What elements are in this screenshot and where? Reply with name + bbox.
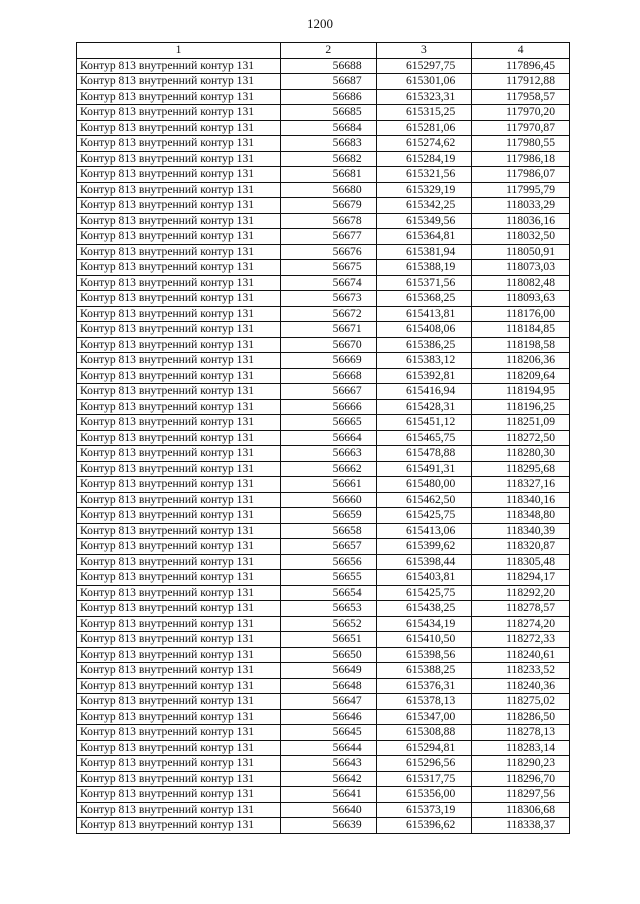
table-row: [77, 399, 570, 415]
x-coordinate-cell: 615451,12: [376, 415, 472, 431]
contour-name-cell: Контур 813 внутренний контур 131: [77, 740, 281, 756]
table-row: [77, 89, 570, 105]
y-coordinate-cell: 118050,91: [472, 244, 570, 260]
y-coordinate-cell: 118093,63: [472, 291, 570, 307]
x-coordinate-cell: 615329,19: [376, 182, 472, 198]
table-row: [77, 322, 570, 338]
point-number-cell: 56651: [281, 632, 377, 648]
contour-name-cell: Контур 813 внутренний контур 131: [77, 461, 281, 477]
point-number-cell: 56672: [281, 306, 377, 322]
contour-name-cell: Контур 813 внутренний контур 131: [77, 291, 281, 307]
table-row: [77, 430, 570, 446]
y-coordinate-cell: 118198,58: [472, 337, 570, 353]
table-row: [77, 461, 570, 477]
contour-name-cell: Контур 813 внутренний контур 131: [77, 601, 281, 617]
y-coordinate-cell: 117970,20: [472, 105, 570, 121]
x-coordinate-cell: 615462,50: [376, 492, 472, 508]
table-row: [77, 570, 570, 586]
y-coordinate-cell: 118176,00: [472, 306, 570, 322]
x-coordinate-cell: 615386,25: [376, 337, 472, 353]
table-row: [77, 725, 570, 741]
table-row: [77, 616, 570, 632]
table-row: [77, 74, 570, 90]
point-number-cell: 56650: [281, 647, 377, 663]
contour-name-cell: Контур 813 внутренний контур 131: [77, 89, 281, 105]
point-number-cell: 56663: [281, 446, 377, 462]
point-number-cell: 56686: [281, 89, 377, 105]
contour-name-cell: Контур 813 внутренний контур 131: [77, 275, 281, 291]
point-number-cell: 56639: [281, 818, 377, 834]
y-coordinate-cell: 118233,52: [472, 663, 570, 679]
point-number-cell: 56685: [281, 105, 377, 121]
contour-name-cell: Контур 813 внутренний контур 131: [77, 198, 281, 214]
y-coordinate-cell: 118338,37: [472, 818, 570, 834]
column-header-3: 3: [376, 43, 472, 59]
x-coordinate-cell: 615410,50: [376, 632, 472, 648]
contour-name-cell: Контур 813 внутренний контур 131: [77, 384, 281, 400]
x-coordinate-cell: 615403,81: [376, 570, 472, 586]
x-coordinate-cell: 615364,81: [376, 229, 472, 245]
contour-name-cell: Контур 813 внутренний контур 131: [77, 306, 281, 322]
y-coordinate-cell: 118033,29: [472, 198, 570, 214]
y-coordinate-cell: 117986,18: [472, 151, 570, 167]
table-row: [77, 198, 570, 214]
point-number-cell: 56644: [281, 740, 377, 756]
y-coordinate-cell: 118286,50: [472, 709, 570, 725]
x-coordinate-cell: 615308,88: [376, 725, 472, 741]
contour-name-cell: Контур 813 внутренний контур 131: [77, 399, 281, 415]
table-row: [77, 740, 570, 756]
table-row: [77, 384, 570, 400]
y-coordinate-cell: 118296,70: [472, 771, 570, 787]
point-number-cell: 56661: [281, 477, 377, 493]
y-coordinate-cell: 118295,68: [472, 461, 570, 477]
y-coordinate-cell: 118032,50: [472, 229, 570, 245]
y-coordinate-cell: 118073,03: [472, 260, 570, 276]
point-number-cell: 56654: [281, 585, 377, 601]
point-number-cell: 56674: [281, 275, 377, 291]
x-coordinate-cell: 615376,31: [376, 678, 472, 694]
contour-name-cell: Контур 813 внутренний контур 131: [77, 492, 281, 508]
table-row: [77, 508, 570, 524]
x-coordinate-cell: 615381,94: [376, 244, 472, 260]
contour-name-cell: Контур 813 внутренний контур 131: [77, 337, 281, 353]
y-coordinate-cell: 118306,68: [472, 802, 570, 818]
y-coordinate-cell: 118340,39: [472, 523, 570, 539]
x-coordinate-cell: 615425,75: [376, 585, 472, 601]
table-row: [77, 275, 570, 291]
contour-name-cell: Контур 813 внутренний контур 131: [77, 446, 281, 462]
y-coordinate-cell: 118305,48: [472, 554, 570, 570]
x-coordinate-cell: 615294,81: [376, 740, 472, 756]
table-row: [77, 167, 570, 183]
table-row: [77, 601, 570, 617]
y-coordinate-cell: 118272,33: [472, 632, 570, 648]
point-number-cell: 56682: [281, 151, 377, 167]
point-number-cell: 56659: [281, 508, 377, 524]
contour-name-cell: Контур 813 внутренний контур 131: [77, 508, 281, 524]
contour-name-cell: Контур 813 внутренний контур 131: [77, 213, 281, 229]
contour-name-cell: Контур 813 внутренний контур 131: [77, 818, 281, 834]
y-coordinate-cell: 118272,50: [472, 430, 570, 446]
header-row: [77, 43, 570, 59]
point-number-cell: 56680: [281, 182, 377, 198]
contour-name-cell: Контур 813 внутренний контур 131: [77, 368, 281, 384]
y-coordinate-cell: 117995,79: [472, 182, 570, 198]
x-coordinate-cell: 615323,31: [376, 89, 472, 105]
contour-name-cell: Контур 813 внутренний контур 131: [77, 353, 281, 369]
table-row: [77, 492, 570, 508]
table-row: [77, 58, 570, 74]
x-coordinate-cell: 615321,56: [376, 167, 472, 183]
x-coordinate-cell: 615408,06: [376, 322, 472, 338]
y-coordinate-cell: 118036,16: [472, 213, 570, 229]
y-coordinate-cell: 118209,64: [472, 368, 570, 384]
x-coordinate-cell: 615480,00: [376, 477, 472, 493]
y-coordinate-cell: 118206,36: [472, 353, 570, 369]
contour-name-cell: Контур 813 внутренний контур 131: [77, 523, 281, 539]
contour-name-cell: Контур 813 внутренний контур 131: [77, 74, 281, 90]
x-coordinate-cell: 615392,81: [376, 368, 472, 384]
point-number-cell: 56666: [281, 399, 377, 415]
point-number-cell: 56683: [281, 136, 377, 152]
contour-name-cell: Контур 813 внутренний контур 131: [77, 725, 281, 741]
contour-name-cell: Контур 813 внутренний контур 131: [77, 229, 281, 245]
x-coordinate-cell: 615349,56: [376, 213, 472, 229]
point-number-cell: 56656: [281, 554, 377, 570]
table-row: [77, 477, 570, 493]
point-number-cell: 56649: [281, 663, 377, 679]
x-coordinate-cell: 615378,13: [376, 694, 472, 710]
y-coordinate-cell: 118290,23: [472, 756, 570, 772]
table-row: [77, 446, 570, 462]
x-coordinate-cell: 615398,44: [376, 554, 472, 570]
point-number-cell: 56678: [281, 213, 377, 229]
point-number-cell: 56662: [281, 461, 377, 477]
point-number-cell: 56673: [281, 291, 377, 307]
point-number-cell: 56640: [281, 802, 377, 818]
y-coordinate-cell: 118348,80: [472, 508, 570, 524]
x-coordinate-cell: 615399,62: [376, 539, 472, 555]
table-row: [77, 585, 570, 601]
contour-name-cell: Контур 813 внутренний контур 131: [77, 771, 281, 787]
table-row: [77, 709, 570, 725]
x-coordinate-cell: 615368,25: [376, 291, 472, 307]
contour-name-cell: Контур 813 внутренний контур 131: [77, 244, 281, 260]
x-coordinate-cell: 615356,00: [376, 787, 472, 803]
table-row: [77, 647, 570, 663]
table-row: [77, 306, 570, 322]
x-coordinate-cell: 615438,25: [376, 601, 472, 617]
y-coordinate-cell: 118251,09: [472, 415, 570, 431]
column-header-1: 1: [77, 43, 281, 59]
point-number-cell: 56687: [281, 74, 377, 90]
contour-name-cell: Контур 813 внутренний контур 131: [77, 105, 281, 121]
x-coordinate-cell: 615425,75: [376, 508, 472, 524]
point-number-cell: 56668: [281, 368, 377, 384]
table-row: [77, 151, 570, 167]
table-row: [77, 368, 570, 384]
table-row: [77, 632, 570, 648]
x-coordinate-cell: 615413,06: [376, 523, 472, 539]
x-coordinate-cell: 615413,81: [376, 306, 472, 322]
table-row: [77, 756, 570, 772]
x-coordinate-cell: 615396,62: [376, 818, 472, 834]
x-coordinate-cell: 615388,19: [376, 260, 472, 276]
contour-name-cell: Контур 813 внутренний контур 131: [77, 58, 281, 74]
x-coordinate-cell: 615274,62: [376, 136, 472, 152]
contour-name-cell: Контур 813 внутренний контур 131: [77, 322, 281, 338]
table-header: [77, 43, 570, 59]
y-coordinate-cell: 118278,57: [472, 601, 570, 617]
table-row: [77, 818, 570, 834]
y-coordinate-cell: 118340,16: [472, 492, 570, 508]
x-coordinate-cell: 615428,31: [376, 399, 472, 415]
contour-name-cell: Контур 813 внутренний контур 131: [77, 477, 281, 493]
y-coordinate-cell: 118294,17: [472, 570, 570, 586]
x-coordinate-cell: 615301,06: [376, 74, 472, 90]
y-coordinate-cell: 118082,48: [472, 275, 570, 291]
point-number-cell: 56645: [281, 725, 377, 741]
table-row: [77, 105, 570, 121]
table-row: [77, 120, 570, 136]
contour-name-cell: Контур 813 внутренний контур 131: [77, 756, 281, 772]
contour-name-cell: Контур 813 внутренний контур 131: [77, 570, 281, 586]
column-header-2: 2: [281, 43, 377, 59]
x-coordinate-cell: 615465,75: [376, 430, 472, 446]
y-coordinate-cell: 117986,07: [472, 167, 570, 183]
table-row: [77, 213, 570, 229]
table-row: [77, 694, 570, 710]
point-number-cell: 56653: [281, 601, 377, 617]
contour-name-cell: Контур 813 внутренний контур 131: [77, 136, 281, 152]
x-coordinate-cell: 615434,19: [376, 616, 472, 632]
y-coordinate-cell: 117912,88: [472, 74, 570, 90]
contour-name-cell: Контур 813 внутренний контур 131: [77, 585, 281, 601]
y-coordinate-cell: 118320,87: [472, 539, 570, 555]
point-number-cell: 56667: [281, 384, 377, 400]
x-coordinate-cell: 615371,56: [376, 275, 472, 291]
point-number-cell: 56679: [281, 198, 377, 214]
table-row: [77, 539, 570, 555]
column-header-4: 4: [472, 43, 570, 59]
point-number-cell: 56642: [281, 771, 377, 787]
y-coordinate-cell: 118240,36: [472, 678, 570, 694]
x-coordinate-cell: 615478,88: [376, 446, 472, 462]
y-coordinate-cell: 118280,30: [472, 446, 570, 462]
contour-name-cell: Контур 813 внутренний контур 131: [77, 616, 281, 632]
contour-name-cell: Контур 813 внутренний контур 131: [77, 554, 281, 570]
x-coordinate-cell: 615388,25: [376, 663, 472, 679]
point-number-cell: 56658: [281, 523, 377, 539]
contour-name-cell: Контур 813 внутренний контур 131: [77, 120, 281, 136]
x-coordinate-cell: 615284,19: [376, 151, 472, 167]
contour-name-cell: Контур 813 внутренний контур 131: [77, 167, 281, 183]
x-coordinate-cell: 615296,56: [376, 756, 472, 772]
table-row: [77, 260, 570, 276]
y-coordinate-cell: 118278,13: [472, 725, 570, 741]
table-row: [77, 291, 570, 307]
point-number-cell: 56675: [281, 260, 377, 276]
y-coordinate-cell: 118275,02: [472, 694, 570, 710]
x-coordinate-cell: 615491,31: [376, 461, 472, 477]
x-coordinate-cell: 615373,19: [376, 802, 472, 818]
point-number-cell: 56664: [281, 430, 377, 446]
point-number-cell: 56676: [281, 244, 377, 260]
contour-name-cell: Контур 813 внутренний контур 131: [77, 415, 281, 431]
point-number-cell: 56652: [281, 616, 377, 632]
point-number-cell: 56643: [281, 756, 377, 772]
y-coordinate-cell: 118297,56: [472, 787, 570, 803]
y-coordinate-cell: 118196,25: [472, 399, 570, 415]
page-number: 1200: [307, 16, 333, 31]
table-row: [77, 136, 570, 152]
point-number-cell: 56660: [281, 492, 377, 508]
contour-name-cell: Контур 813 внутренний контур 131: [77, 151, 281, 167]
point-number-cell: 56646: [281, 709, 377, 725]
y-coordinate-cell: 118283,14: [472, 740, 570, 756]
contour-name-cell: Контур 813 внутренний контур 131: [77, 260, 281, 276]
contour-name-cell: Контур 813 внутренний контур 131: [77, 430, 281, 446]
contour-name-cell: Контур 813 внутренний контур 131: [77, 694, 281, 710]
table-row: [77, 182, 570, 198]
contour-name-cell: Контур 813 внутренний контур 131: [77, 632, 281, 648]
contour-name-cell: Контур 813 внутренний контур 131: [77, 787, 281, 803]
point-number-cell: 56671: [281, 322, 377, 338]
table-row: [77, 523, 570, 539]
contour-name-cell: Контур 813 внутренний контур 131: [77, 709, 281, 725]
contour-name-cell: Контур 813 внутренний контур 131: [77, 802, 281, 818]
contour-name-cell: Контур 813 внутренний контур 131: [77, 539, 281, 555]
contour-name-cell: Контур 813 внутренний контур 131: [77, 678, 281, 694]
y-coordinate-cell: 118327,16: [472, 477, 570, 493]
y-coordinate-cell: 117970,87: [472, 120, 570, 136]
point-number-cell: 56681: [281, 167, 377, 183]
y-coordinate-cell: 118184,85: [472, 322, 570, 338]
y-coordinate-cell: 118240,61: [472, 647, 570, 663]
point-number-cell: 56647: [281, 694, 377, 710]
table-row: [77, 554, 570, 570]
point-number-cell: 56670: [281, 337, 377, 353]
point-number-cell: 56669: [281, 353, 377, 369]
y-coordinate-cell: 117958,57: [472, 89, 570, 105]
table-row: [77, 678, 570, 694]
table-row: [77, 244, 570, 260]
table-row: [77, 663, 570, 679]
contour-name-cell: Контур 813 внутренний контур 131: [77, 663, 281, 679]
x-coordinate-cell: 615297,75: [376, 58, 472, 74]
x-coordinate-cell: 615317,75: [376, 771, 472, 787]
y-coordinate-cell: 118292,20: [472, 585, 570, 601]
x-coordinate-cell: 615342,25: [376, 198, 472, 214]
table-row: [77, 229, 570, 245]
table-row: [77, 415, 570, 431]
table-row: [77, 802, 570, 818]
point-number-cell: 56665: [281, 415, 377, 431]
contour-name-cell: Контур 813 внутренний контур 131: [77, 182, 281, 198]
y-coordinate-cell: 118274,20: [472, 616, 570, 632]
y-coordinate-cell: 117896,45: [472, 58, 570, 74]
point-number-cell: 56688: [281, 58, 377, 74]
contour-name-cell: Контур 813 внутренний контур 131: [77, 647, 281, 663]
table-body: [77, 58, 570, 833]
point-number-cell: 56641: [281, 787, 377, 803]
table-row: [77, 337, 570, 353]
x-coordinate-cell: 615398,56: [376, 647, 472, 663]
x-coordinate-cell: 615347,00: [376, 709, 472, 725]
x-coordinate-cell: 615383,12: [376, 353, 472, 369]
table-row: [77, 787, 570, 803]
y-coordinate-cell: 118194,95: [472, 384, 570, 400]
x-coordinate-cell: 615416,94: [376, 384, 472, 400]
x-coordinate-cell: 615281,06: [376, 120, 472, 136]
point-number-cell: 56648: [281, 678, 377, 694]
table-row: [77, 771, 570, 787]
y-coordinate-cell: 117980,55: [472, 136, 570, 152]
point-number-cell: 56684: [281, 120, 377, 136]
x-coordinate-cell: 615315,25: [376, 105, 472, 121]
point-number-cell: 56657: [281, 539, 377, 555]
coordinates-table: [76, 42, 570, 834]
point-number-cell: 56677: [281, 229, 377, 245]
point-number-cell: 56655: [281, 570, 377, 586]
table-row: [77, 353, 570, 369]
